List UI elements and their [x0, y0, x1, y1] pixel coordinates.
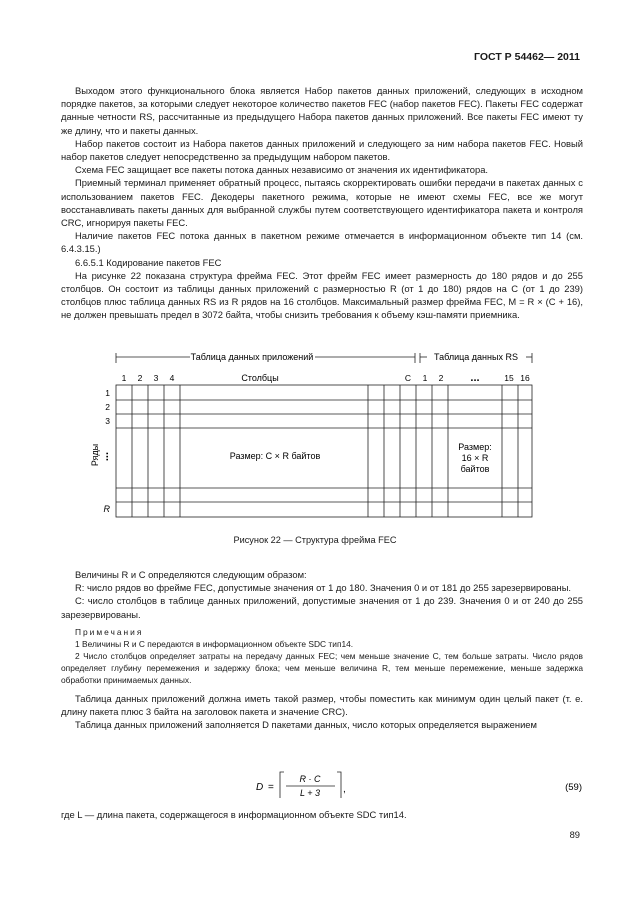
- row-number: 3: [105, 416, 110, 426]
- col-number: 1: [121, 373, 127, 383]
- figure-caption: Рисунок 22 — Структура фрейма FEC: [233, 535, 397, 545]
- row-number: 1: [105, 388, 110, 398]
- formula-number: (59): [565, 782, 582, 793]
- rs-col-number: 2: [438, 373, 444, 383]
- formula-lhs: D: [256, 782, 264, 793]
- page-number: 89: [569, 829, 580, 840]
- formula-comma: ,: [343, 784, 346, 795]
- col-number: 3: [153, 373, 159, 383]
- paragraph: Таблица данных приложений заполняется D пакетами данных, число которых определяется выражением: [75, 719, 537, 731]
- note-heading: Примечания: [75, 626, 144, 637]
- paragraph: C: число столбцов в таблице данных приложений, допустимые значения от 1 до 239. Значения 0 и от 240 до 255 зарезервированы.: [61, 595, 583, 620]
- row-number: 2: [105, 402, 110, 412]
- rs-col-number: 16: [520, 373, 530, 383]
- rs-size-label: 16 × R: [461, 453, 489, 463]
- paragraph: R: число рядов во фрейме FEC, допустимые значения от 1 до 180. Значения 0 и от 181 до 255 зарезервированы.: [75, 582, 572, 594]
- col-c-label: C: [404, 373, 412, 383]
- section-heading: 6.6.5.1 Кодирование пакетов FEC: [75, 256, 222, 268]
- col-number: 2: [137, 373, 143, 383]
- formula-numerator: R · C: [299, 774, 321, 784]
- paragraph: Наличие пакетов FEC потока данных в пакетном режиме отмечается в информационном объекте тип 14 (см. 6.4.3.15.): [61, 230, 583, 255]
- rs-col-number: 1: [422, 373, 428, 383]
- note-block: [61, 626, 583, 686]
- paragraph: Набор пакетов состоит из Набора пакетов данных приложений и следующего за ним набора пакетов FEC. Новый набор пакетов следует непосредственно за предыдущим набором пакетов.: [61, 137, 583, 163]
- rows-label: Ряды: [90, 443, 100, 467]
- row-r-label: R: [103, 504, 110, 514]
- paragraph: Таблица данных приложений должна иметь такой размер, чтобы поместить как минимум один целый пакет (т. е. длину пакета плюс 3 байта на заголовок пакета и значение CRC).: [61, 692, 583, 718]
- paragraph: где L — длина пакета, содержащегося в информационном объекте SDC тип14.: [61, 809, 407, 820]
- rs-size-label: байтов: [460, 464, 490, 474]
- rs-col-dots: ...: [470, 372, 480, 384]
- formula-eq: =: [268, 782, 274, 793]
- paragraph: Выходом этого функционального блока является Набор пакетов данных приложений, следующих в исходном порядке пакетов, за которыми следует некоторое количество пакетов FEC (набор пакетов FEC). Пакеты FEC содержат данные четности RS, рассчитанные из предыдущего Набора пакетов данных приложений. Все пакеты FEC имеют ту же длину, что и пакеты данных.: [61, 85, 583, 136]
- note-item: 2 Число столбцов определяет затраты на передачу данных FEC; чем меньше значение C, тем больше затраты. Число рядов определяет глубину перемежения и задержку блока; чем меньше величина R, тем меньше перемежение, меньше задержка обработки принимаемых данных.: [61, 650, 583, 685]
- paragraph: Величины R и C определяются следующим образом:: [75, 569, 307, 580]
- formula-denominator: L + 3: [299, 788, 321, 798]
- note-item: 1 Величины R и C передаются в информационном объекте SDC тип14.: [75, 638, 354, 649]
- rs-col-number: 15: [504, 373, 514, 383]
- text-after-formula: [61, 808, 583, 821]
- text-block-top: [61, 84, 583, 322]
- paragraph: Схема FEC защищает все пакеты потока данных независимо от значения их идентификатора.: [75, 164, 489, 176]
- rs-table-title: Таблица данных RS: [434, 352, 518, 362]
- standard-header: ГОСТ Р 54462— 2011: [474, 51, 580, 63]
- row-dots: ...: [99, 452, 111, 462]
- rs-size-label: Размер:: [458, 442, 492, 452]
- app-size-label: Размер: C × R байтов: [229, 451, 321, 461]
- paragraph: Приемный терминал применяет обратный процесс, пытаясь скорректировать ошибки передачи в пакетах данных с использованием пакетов FEC. Декодеры пакетного режима, которые не имеют схемы FEC, все же могут восстанавливать пакеты данных для выбранной службы путем соответствующего идентификатора пакета и контроля CRC, игнорируя пакеты FEC.: [61, 177, 583, 229]
- col-number: 4: [169, 373, 175, 383]
- text-block-mid: [61, 568, 583, 731]
- fec-frame-figure: [90, 345, 540, 525]
- app-table-title: Таблица данных приложений: [190, 352, 314, 362]
- columns-label: Столбцы: [241, 373, 279, 383]
- paragraph: На рисунке 22 показана структура фрейма FEC. Этот фрейм FEC имеет размерность до 180 рядов и до 255 столбцов. Он состоит из таблицы данных приложений с размерностью R (от 1 до 180) рядов на С (от 1 до 239) столбцов плюс таблица данных RS из R рядов на 16 столбцов. Максимальный размер фрейма FEC, M = R × (C + 16), не должен превышать предел в 3072 байта, чтобы снизить требования к объему кэш-памяти приемника.: [61, 269, 583, 321]
- formula-59: [0, 768, 630, 804]
